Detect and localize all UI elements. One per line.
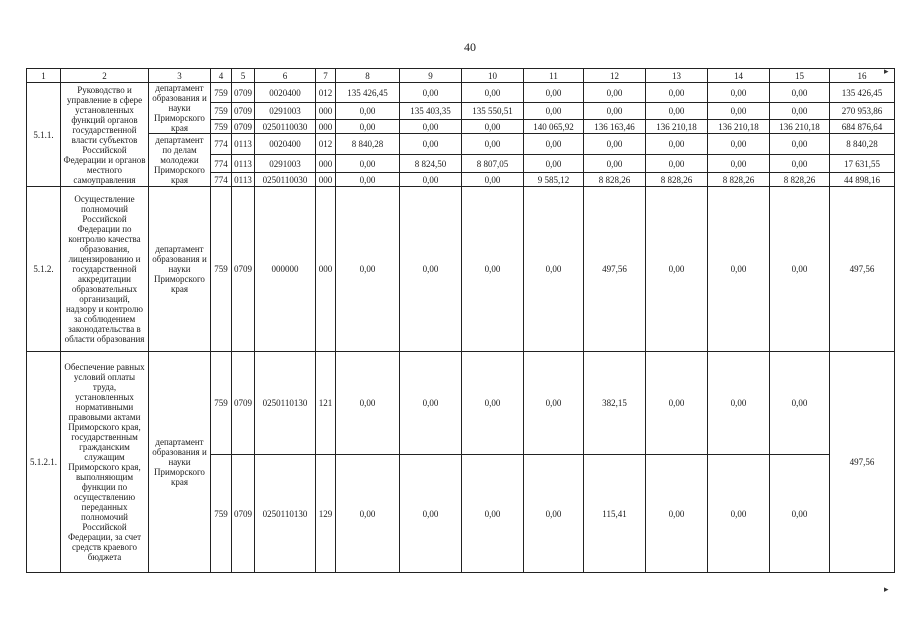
table-row — [27, 352, 895, 455]
table-cell: 8 828,26 — [708, 173, 770, 187]
table-cell: 0709 — [232, 103, 255, 120]
header-cell: 8 — [336, 69, 400, 83]
table-cell: 0,00 — [708, 187, 770, 352]
table-cell: 9 585,12 — [524, 173, 584, 187]
table-cell: 0291003 — [255, 103, 316, 120]
table-cell: 0,00 — [400, 455, 462, 573]
table-cell: 0,00 — [336, 120, 400, 134]
table-cell: 0,00 — [400, 173, 462, 187]
table-cell: 759 — [211, 103, 232, 120]
table-row — [27, 134, 895, 155]
table-cell: 774 — [211, 155, 232, 173]
item-name: Обеспечение равных условий оплаты труда, установленных нормативными правовыми актами Приморского края, государственным гражданским служащим Приморского края, выполняющим функции по осуществлению переданных полномочий Российской Федерации, за счет средств краевого бюджета — [61, 352, 149, 573]
table-cell: 0,00 — [524, 134, 584, 155]
table-cell: 17 631,55 — [830, 155, 895, 173]
table-row — [27, 187, 895, 352]
table-cell: 0250110130 — [255, 352, 316, 455]
item-number: 5.1.1. — [27, 83, 61, 187]
header-cell: 14 — [708, 69, 770, 83]
table-cell: 0709 — [232, 120, 255, 134]
table-cell: 0,00 — [708, 134, 770, 155]
table-cell: 0,00 — [646, 103, 708, 120]
item-name: Осуществление полномочий Российской Федерации по контролю качества образования, лицензированию и государственной аккредитации образовательных организаций, надзору и контролю за соблюдением законодательства в области образования — [61, 187, 149, 352]
table-cell: 774 — [211, 173, 232, 187]
header-cell: 7 — [316, 69, 336, 83]
table-cell: 759 — [211, 187, 232, 352]
table-cell: 0020400 — [255, 134, 316, 155]
table-cell: 121 — [316, 352, 336, 455]
table-cell: 0,00 — [708, 455, 770, 573]
table-cell: 012 — [316, 134, 336, 155]
table-cell: 0,00 — [462, 83, 524, 103]
table-cell: 0,00 — [336, 173, 400, 187]
table-cell: 8 828,26 — [770, 173, 830, 187]
table-cell: 0,00 — [708, 155, 770, 173]
table-cell: 135 426,45 — [336, 83, 400, 103]
table-cell: 0,00 — [400, 120, 462, 134]
scan-mark: ▸ — [884, 66, 889, 76]
table-cell: 0,00 — [584, 155, 646, 173]
department: департамент образования и науки Приморского края — [149, 83, 211, 134]
table-cell: 000 — [316, 187, 336, 352]
page-number: 40 — [464, 40, 476, 54]
table-cell: 0020400 — [255, 83, 316, 103]
header-cell: 16 — [830, 69, 895, 83]
table-cell: 0,00 — [524, 352, 584, 455]
column-number-row — [27, 69, 895, 83]
table-cell: 000 — [316, 173, 336, 187]
table-cell: 136 210,18 — [708, 120, 770, 134]
table-cell: 0,00 — [524, 83, 584, 103]
table-cell: 135 403,35 — [400, 103, 462, 120]
table-cell: 0,00 — [524, 187, 584, 352]
table-cell: 136 163,46 — [584, 120, 646, 134]
table-cell: 0113 — [232, 173, 255, 187]
item-name: Руководство и управление в сфере установленных функций органов государственной власти субъектов Российской Федерации и органов местного самоуправления — [61, 83, 149, 187]
table-cell: 0,00 — [770, 83, 830, 103]
header-cell: 11 — [524, 69, 584, 83]
table-cell: 0709 — [232, 352, 255, 455]
table-cell: 0,00 — [646, 455, 708, 573]
table-cell: 0,00 — [770, 155, 830, 173]
table-cell: 8 840,28 — [830, 134, 895, 155]
table-cell: 136 210,18 — [646, 120, 708, 134]
table-cell: 136 210,18 — [770, 120, 830, 134]
table-cell: 8 828,26 — [584, 173, 646, 187]
table-cell: 0291003 — [255, 155, 316, 173]
table-cell: 0,00 — [584, 103, 646, 120]
table-cell: 135 426,45 — [830, 83, 895, 103]
table-cell: 0,00 — [336, 155, 400, 173]
table-cell: 0,00 — [524, 155, 584, 173]
table-cell: 759 — [211, 83, 232, 103]
table-cell: 115,41 — [584, 455, 646, 573]
header-cell: 2 — [61, 69, 149, 83]
table-cell: 0,00 — [336, 103, 400, 120]
header-cell: 12 — [584, 69, 646, 83]
scan-mark: ▸ — [884, 584, 889, 594]
table-cell: 0,00 — [646, 352, 708, 455]
header-cell: 15 — [770, 69, 830, 83]
total-cell: 497,56 — [830, 352, 895, 573]
table-cell: 0113 — [232, 134, 255, 155]
table-cell: 0,00 — [770, 455, 830, 573]
table-cell: 0,00 — [646, 83, 708, 103]
table-cell: 0,00 — [524, 455, 584, 573]
table-cell: 382,15 — [584, 352, 646, 455]
table-cell: 0,00 — [462, 173, 524, 187]
table-cell: 140 065,92 — [524, 120, 584, 134]
table-cell: 0709 — [232, 83, 255, 103]
table-cell: 0,00 — [584, 83, 646, 103]
department: департамент образования и науки Приморского края — [149, 352, 211, 573]
table-cell: 0,00 — [462, 455, 524, 573]
table-cell: 0,00 — [708, 352, 770, 455]
table-cell: 0,00 — [400, 83, 462, 103]
table-cell: 0113 — [232, 155, 255, 173]
table-cell: 44 898,16 — [830, 173, 895, 187]
department: департамент образования и науки Приморского края — [149, 187, 211, 352]
table-cell: 0,00 — [462, 120, 524, 134]
table-cell: 000 — [316, 155, 336, 173]
table-cell: 000 — [316, 103, 336, 120]
table-cell: 0,00 — [770, 134, 830, 155]
table-cell: 0,00 — [770, 352, 830, 455]
table-cell: 129 — [316, 455, 336, 573]
table-cell: 759 — [211, 352, 232, 455]
table-cell: 759 — [211, 455, 232, 573]
table-cell: 0,00 — [400, 352, 462, 455]
table-cell: 0709 — [232, 187, 255, 352]
table-cell: 012 — [316, 83, 336, 103]
header-cell: 5 — [232, 69, 255, 83]
table-cell: 8 807,05 — [462, 155, 524, 173]
table-cell: 0,00 — [770, 187, 830, 352]
header-cell: 4 — [211, 69, 232, 83]
table-cell: 0,00 — [462, 352, 524, 455]
table-cell: 0,00 — [462, 134, 524, 155]
table-cell: 0,00 — [400, 187, 462, 352]
table-cell: 497,56 — [830, 187, 895, 352]
table-cell: 0,00 — [462, 187, 524, 352]
table-cell: 0,00 — [336, 187, 400, 352]
table-cell: 8 840,28 — [336, 134, 400, 155]
table-cell: 0,00 — [584, 134, 646, 155]
table-cell: 0,00 — [336, 455, 400, 573]
header-cell: 6 — [255, 69, 316, 83]
table-cell: 8 828,26 — [646, 173, 708, 187]
table-cell: 0,00 — [646, 155, 708, 173]
table-cell: 135 550,51 — [462, 103, 524, 120]
table-cell: 774 — [211, 134, 232, 155]
table-cell: 684 876,64 — [830, 120, 895, 134]
department: департамент по делам молодежи Приморского края — [149, 134, 211, 187]
table-cell: 0,00 — [770, 103, 830, 120]
budget-table — [26, 68, 895, 573]
table-cell: 0250110030 — [255, 120, 316, 134]
table-cell: 0,00 — [400, 134, 462, 155]
table-cell: 8 824,50 — [400, 155, 462, 173]
table-cell: 0250110130 — [255, 455, 316, 573]
item-number: 5.1.2.1. — [27, 352, 61, 573]
table-cell: 0,00 — [708, 83, 770, 103]
table-cell: 270 953,86 — [830, 103, 895, 120]
table-cell: 0,00 — [646, 134, 708, 155]
header-cell: 10 — [462, 69, 524, 83]
table-cell: 497,56 — [584, 187, 646, 352]
header-cell: 13 — [646, 69, 708, 83]
table-cell: 0709 — [232, 455, 255, 573]
table-cell: 000 — [316, 120, 336, 134]
table-cell: 0,00 — [708, 103, 770, 120]
table-cell: 0250110030 — [255, 173, 316, 187]
header-cell: 1 — [27, 69, 61, 83]
table-cell: 759 — [211, 120, 232, 134]
header-cell: 3 — [149, 69, 211, 83]
table-cell: 0,00 — [336, 352, 400, 455]
table-cell: 0,00 — [524, 103, 584, 120]
item-number: 5.1.2. — [27, 187, 61, 352]
table-cell: 000000 — [255, 187, 316, 352]
header-cell: 9 — [400, 69, 462, 83]
table-cell: 0,00 — [646, 187, 708, 352]
table-row — [27, 83, 895, 103]
